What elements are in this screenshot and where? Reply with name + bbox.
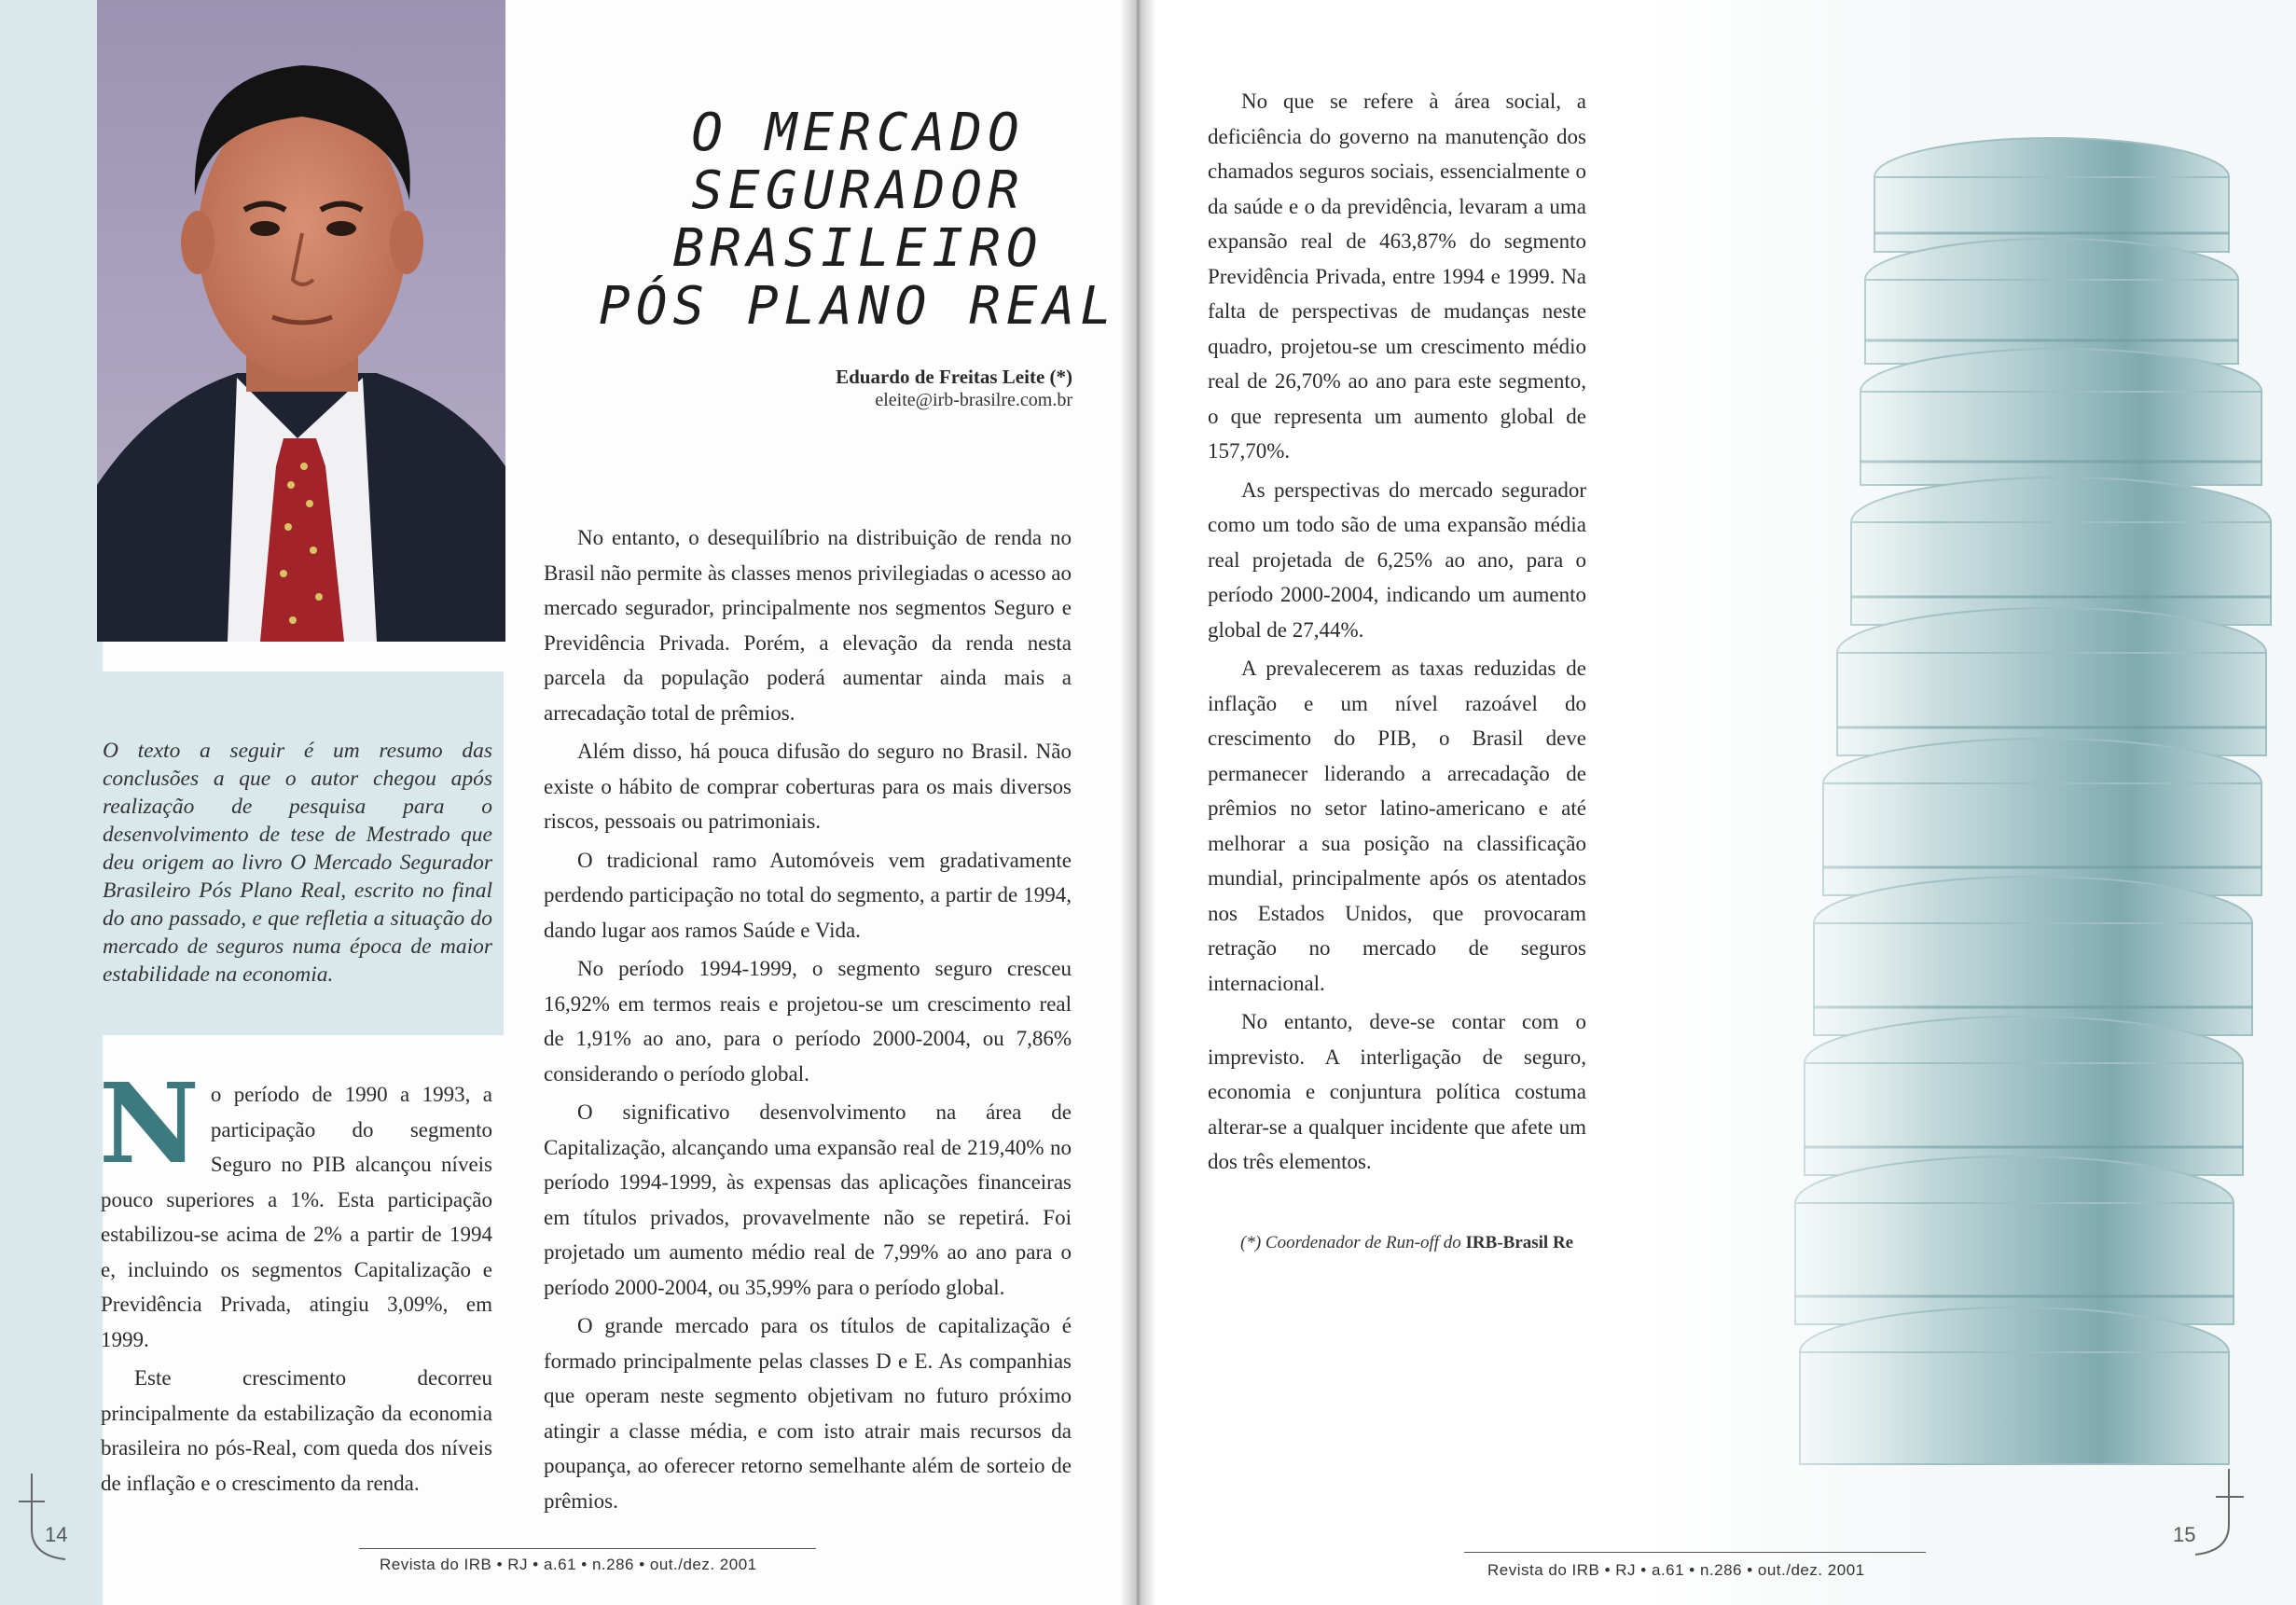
title-line-1: O MERCADO bbox=[691, 103, 1025, 163]
book-spine bbox=[1119, 0, 1156, 1605]
footnote-italic: (*) Coordenador de Run-off do bbox=[1240, 1233, 1461, 1252]
col2-paragraph-1: No entanto, o desequilíbrio na distribuição de renda no Brasil não permite às classes menos privilegiadas o acesso ao mercado segurador, principalmente nos segmentos Seguro e Previdência Privada. Porém, a elevação da renda nesta parcela da população poderá aumentar ainda mais a arrecadação total de prêmios. bbox=[544, 526, 1072, 725]
col2-paragraph-3: O tradicional ramo Automóveis vem gradativamente perdendo participação no total do segmento, a partir de 1994, dando lugar aos ramos Saúde e Vida. bbox=[544, 848, 1072, 942]
column-1 bbox=[99, 1058, 492, 1504]
col2-paragraph-4: No período 1994-1999, o segmento seguro cresceu 16,92% em termos reais e projetou-se um crescimento real de 1,91% ao ano, para o período 2000-2004, ou 7,86% considerando o período global. bbox=[544, 957, 1072, 1086]
footer-rule-right bbox=[1464, 1552, 1926, 1553]
paragraph-1-text: o período de 1990 a 1993, a participação do segmento Seguro no PIB alcançou níveis pouco superiores a 1%. Esta participação estabilizou-se acima de 2% a partir de 1994 e, incluindo os segmentos Capitalização e Previdência Privada, atingiu 3,09%, em 1999. bbox=[101, 1083, 492, 1351]
title-line-4: PÓS PLANO REAL bbox=[598, 276, 1117, 337]
col2-paragraph-2: Além disso, há pouca difusão do seguro no Brasil. Não existe o hábito de comprar coberturas para os mais diversos riscos, pessoais ou patrimoniais. bbox=[544, 740, 1072, 833]
left-corner-mark bbox=[19, 1474, 84, 1567]
author-photo bbox=[97, 0, 505, 642]
drop-cap: N bbox=[99, 1058, 200, 1188]
footnote-bold: IRB-Brasil Re bbox=[1465, 1233, 1574, 1252]
col2-paragraph-6: O grande mercado para os títulos de capitalização é formado principalmente pelas classes D e E. As companhias que operam neste segmento objetivam no futuro próximo atingir a classe média, e com isto atrair mais recursos da poupança, ao oferecer retorno semelhante além de sorteio de prêmios. bbox=[544, 1314, 1072, 1513]
col3-paragraph-3: A prevalecerem as taxas reduzidas de inflação e um nível razoável do crescimento do PIB, o Brasil deve permanecer liderando a arrecadação de prêmios no setor latino-americano e até melhorar a sua posição na classificação mundial, principalmente após os atentados nos Estados Unidos, que provocaram retração no mercado de seguros internacional. bbox=[1208, 657, 1586, 995]
article-title bbox=[597, 104, 1119, 336]
article-summary: O texto a seguir é um resumo das conclusões a que o autor chegou após realização de pesquisa para o desenvolvimento de tese de Mestrado que deu origem ao livro O Mercado Segurador Brasileiro Pós Plano Real, escrito no final do ano passado, e que refletia a situação do mercado de seguros numa época de maior estabilidade na economia. bbox=[103, 739, 492, 987]
col3-paragraph-2: As perspectivas do mercado segurador como um todo são de uma expansão média real projetada de 6,25% ao ano, para o período 2000-2004, indicando um aumento global de 27,44%. bbox=[1208, 477, 1586, 642]
title-line-3: BRASILEIRO bbox=[672, 218, 1044, 279]
page-number-right: 15 bbox=[2173, 1523, 2196, 1546]
title-line-2: SEGURADOR bbox=[691, 160, 1025, 221]
col3-paragraph-4: No entanto, deve-se contar com o imprevisto. A interligação de seguro, economia e conjuntura política costuma alterar-se a qualquer incidente que afete um dos três elementos. bbox=[1208, 1010, 1586, 1173]
paragraph-1 bbox=[99, 1058, 492, 1357]
author-footnote bbox=[1240, 1233, 1573, 1253]
author-email[interactable]: eleite@irb-brasilre.com.br bbox=[875, 390, 1072, 410]
col2-paragraph-5: O significativo desenvolvimento na área de Capitalização, alcançando uma expansão real de 219,40% no período 1994-1999, às expensas das aplicações financeiras em títulos privados, provavelmente não se repetirá. Foi projetado um aumento médio real de 7,99% ao ano para o período 2000-2004, ou 35,99% para o período global. bbox=[544, 1100, 1072, 1299]
right-corner-mark bbox=[2182, 1469, 2248, 1562]
paragraph-2: Este crescimento decorreu principalmente da estabilização da economia brasileira no pós-Real, com queda dos níveis de inflação e o crescimento da renda. bbox=[101, 1366, 492, 1495]
coin-stack-illustration bbox=[1641, 0, 2296, 1605]
footer-rule-left bbox=[359, 1548, 816, 1549]
footer-left: Revista do IRB • RJ • a.61 • n.286 • out./dez. 2001 bbox=[380, 1556, 757, 1573]
column-3 bbox=[1208, 84, 1586, 1183]
column-2 bbox=[544, 520, 1072, 1522]
author-name: Eduardo de Freitas Leite (*) bbox=[836, 366, 1072, 388]
col3-paragraph-1: No que se refere à área social, a deficiência do governo na manutenção dos chamados seguros sociais, essencialmente o da saúde e o da previdência, levaram a uma expansão real de 463,87% do segmento Previdência Privada, entre 1994 e 1999. Na falta de perspectivas de mudanças neste quadro, projetou-se um crescimento médio real de 26,70% ao ano para este segmento, o que representa um aumento global de 157,70%. bbox=[1208, 90, 1586, 463]
page-number-left: 14 bbox=[45, 1523, 68, 1546]
footer-right: Revista do IRB • RJ • a.61 • n.286 • out./dez. 2001 bbox=[1487, 1561, 1865, 1579]
